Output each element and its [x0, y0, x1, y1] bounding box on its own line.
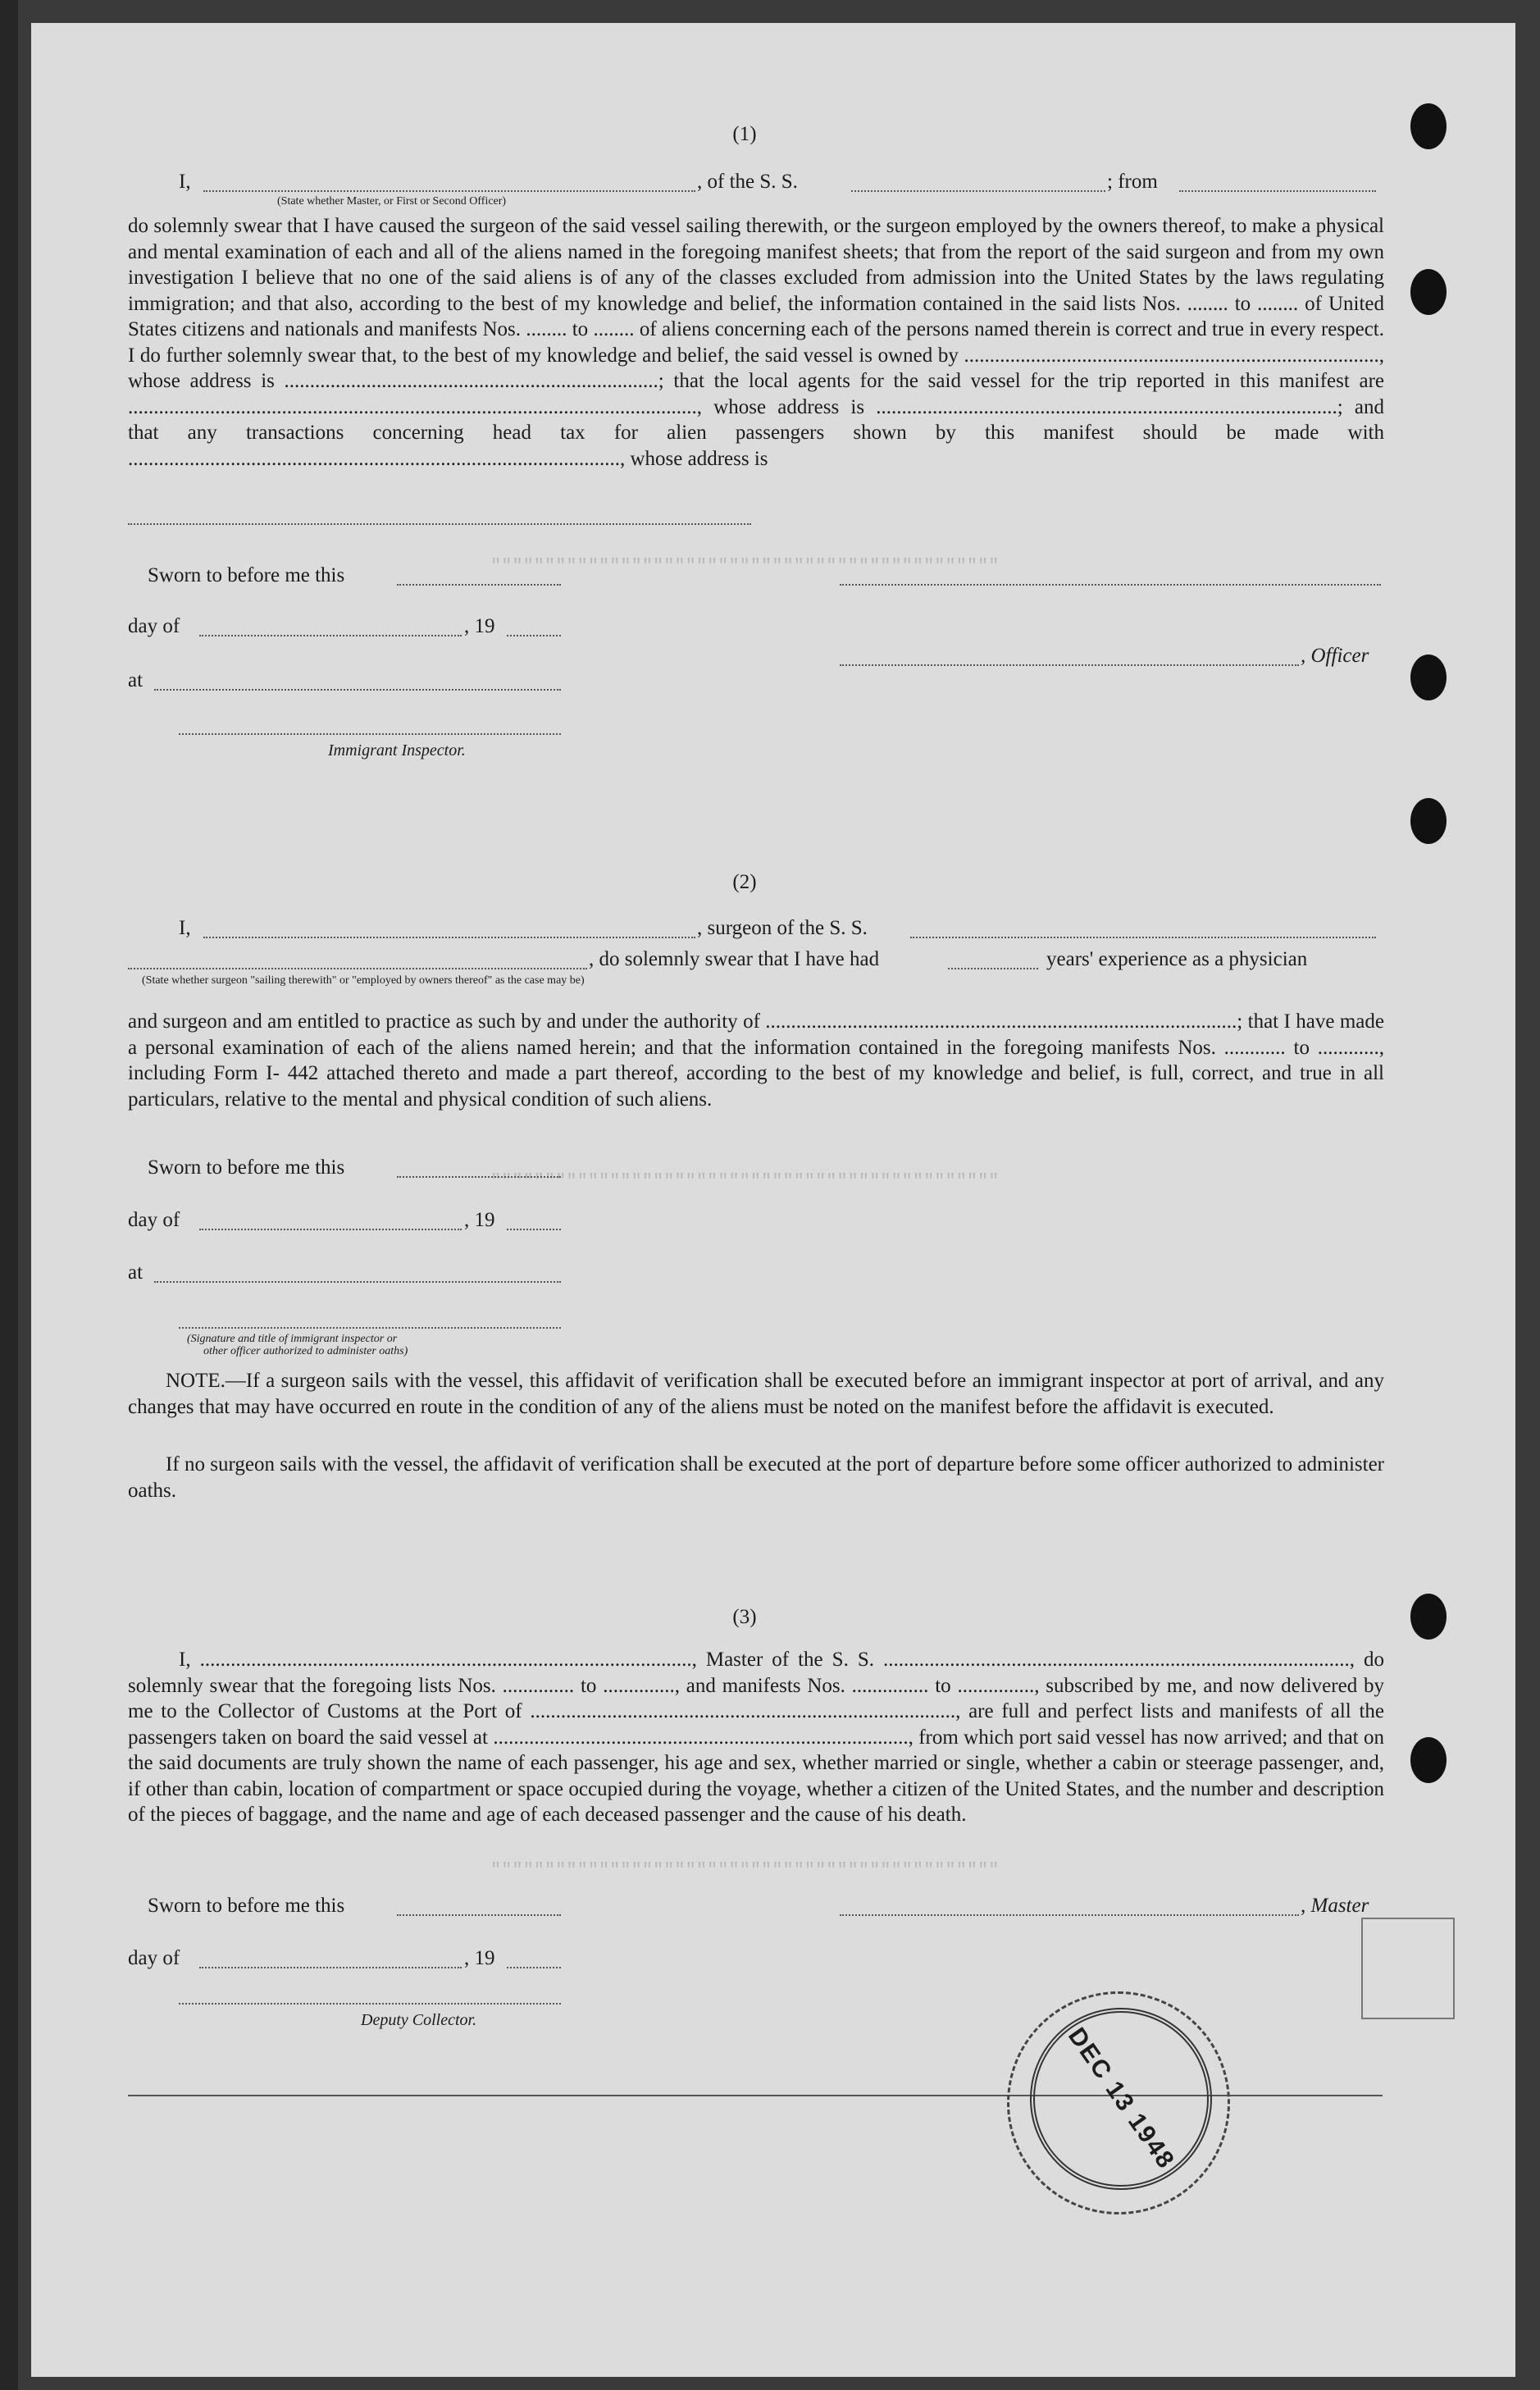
s1-from: ; from [1107, 171, 1158, 193]
s1-state-note: (State whether Master, or First or Second Officer) [277, 195, 507, 208]
punch-hole [1410, 269, 1447, 315]
s1-officer-name-line [203, 190, 695, 192]
s2-years-line [948, 968, 1038, 969]
s3-day-of: day of [128, 1947, 180, 1969]
s2-note-2: If no surgeon sails with the vessel, the affidavit of verification shall be executed at the port of departure before some officer authorized to administer oaths. [128, 1453, 1384, 1502]
section-1-number: (1) [732, 123, 757, 145]
s1-day-line [199, 635, 462, 636]
s2-state-line [128, 968, 587, 969]
corner-stamp-fragment [1361, 1918, 1455, 2019]
s2-at-line [154, 1281, 561, 1283]
manifest-back-page [31, 23, 1515, 2377]
s1-day-of: day of [128, 615, 180, 637]
scan-edge-shadow [0, 0, 18, 2390]
s2-surgeon-name-line [203, 937, 695, 938]
punch-hole [1410, 1594, 1447, 1640]
s3-collector-sig-line [179, 2003, 561, 2005]
stamp-date: DEC 13 1948 [1062, 2023, 1180, 2174]
s1-address-line [128, 523, 751, 525]
s2-year-line [507, 1229, 561, 1230]
s2-note-1: NOTE.—If a surgeon sails with the vessel, this affidavit of verification shall be executed before an immigrant inspector at port of arrival, and any changes that may have occurred en route in the condition of any of the aliens must be noted on the manifest before the affidavit is executed. [128, 1370, 1384, 1418]
stamp-outer-ring [1007, 1991, 1230, 2214]
s1-officer-label: , Officer [1301, 645, 1369, 667]
s2-surgeon-of: , surgeon of the S. S. [697, 917, 868, 939]
section-3-number: (3) [732, 1606, 757, 1628]
s3-body: I, ................................................................................................, Master of the S. S. ..........................................................................................., do solemnly swear that the foregoing lists Nos. .............. to .............., and manifests Nos. ............... to ..............., subscribed by me, and now delivered by me to the Collector of Customs at the Port of ..................................................................................., are full and perfect lists and manifests of all the passengers taken on board the said vessel at ................................................................................., from which port said vessel has now arrived; and that on the said documents are truly shown the name of each passenger, his age and sex, whether married or single, whether a cabin or steerage passenger, and, if other than cabin, location of compartment or space occupied during the voyage, whether a citizen of the United States, and the number and description of the pieces of baggage, and the name and age of each deceased passenger and the cause of his death. [128, 1649, 1384, 1826]
bleed-through: """"""""""""""""""""""""""""""""""""""""""""""" [490, 556, 1000, 577]
s2-vessel-line [910, 937, 1376, 938]
s2-i: I, [179, 917, 191, 939]
s2-sig-note-2: other officer authorized to administer oaths) [203, 1345, 408, 1357]
s1-from-line [1179, 190, 1376, 192]
s3-year-line [507, 1967, 561, 1968]
s1-inspector-label: Immigrant Inspector. [328, 741, 466, 759]
s2-day-of: day of [128, 1209, 180, 1231]
s1-inspector-sig-line [179, 733, 561, 735]
s3-day-line [199, 1967, 462, 1968]
s3-master-label: , Master [1301, 1895, 1369, 1917]
s3-sworn-line [397, 1914, 561, 1916]
s1-i: I, [179, 171, 191, 193]
s1-officer-sig-line [840, 664, 1299, 666]
s2-sig-line [179, 1327, 561, 1329]
s2-body: and surgeon and am entitled to practice as such by and under the authority of ............................................................................................; that I have made a personal examination of each of the aliens named herein; and that the information contained in the foregoing manifests Nos. ............ to ............, including Form I- 442 attached thereto and made a part thereof, according to the best of my knowledge and belief, is full, correct, and true in all particulars, relative to the mental and physical condition of such aliens. [128, 1010, 1384, 1111]
s1-body: do solemnly swear that I have caused the surgeon of the said vessel sailing therewith, or the surgeon employed by the owners thereof, to make a physical and mental examination of each and all of the aliens named in the foregoing manifest sheets; that from the report of the said surgeon and from my own investigation I believe that no one of the said aliens is of any of the classes excluded from admission into the United States by the laws regulating immigration; and that also, according to the best of my knowledge and belief, the information contained in the said lists Nos. ........ to ........ of United States citizens and nationals and manifests Nos. ........ to ........ of aliens concerning each of the persons named therein is correct and true in every respect. I do further solemnly swear that, to the best of my knowledge and belief, the said vessel is owned by ................................................................................., whose address is .........................................................................; that the local agents for the said vessel for the trip reported in this manifest are ..............................................................................................................., whose address is ..........................................................................................; and that any transactions concerning head tax for alien passengers shown by this manifest should be made with ................................................................................................, whose address is [128, 215, 1384, 470]
s2-years: years' experience as a physician [1046, 948, 1308, 970]
s1-vessel-line [851, 190, 1105, 192]
s1-sworn: Sworn to before me this [148, 564, 345, 586]
section-2-number: (2) [732, 871, 757, 893]
bleed-through: """"""""""""""""""""""""""""""""""""""""""""""" [490, 1860, 1000, 1881]
s1-19: , 19 [464, 615, 495, 637]
s3-master-sig-line [840, 1914, 1299, 1916]
punch-hole [1410, 798, 1447, 844]
s1-of-ss: , of the S. S. [697, 171, 798, 193]
s3-sworn: Sworn to before me this [148, 1895, 345, 1917]
s2-day-line [199, 1229, 462, 1230]
s3-collector-label: Deputy Collector. [361, 2011, 477, 2029]
punch-hole [1410, 655, 1447, 700]
punch-hole [1410, 1737, 1447, 1783]
punch-hole [1410, 103, 1447, 149]
s2-sworn-line [397, 1176, 561, 1178]
s2-swear: , do solemnly swear that I have had [589, 948, 880, 970]
s1-at: at [128, 669, 144, 691]
s2-at: at [128, 1261, 144, 1284]
s1-year-line [507, 635, 561, 636]
s1-at-line [154, 689, 561, 691]
s2-19: , 19 [464, 1209, 495, 1231]
s2-state-note: (State whether surgeon "sailing therewith" or "employed by owners thereof" as the case may be) [142, 974, 585, 987]
s1-sworn-line [397, 584, 561, 586]
s3-19: , 19 [464, 1947, 495, 1969]
bleed-through: """"""""""""""""""""""""""""""""""""""""""""""" [490, 1171, 1000, 1192]
s2-sig-note-1: (Signature and title of immigrant inspector or [187, 1333, 398, 1345]
s1-officer-sig-line-top [840, 584, 1381, 586]
s2-sworn: Sworn to before me this [148, 1156, 345, 1179]
